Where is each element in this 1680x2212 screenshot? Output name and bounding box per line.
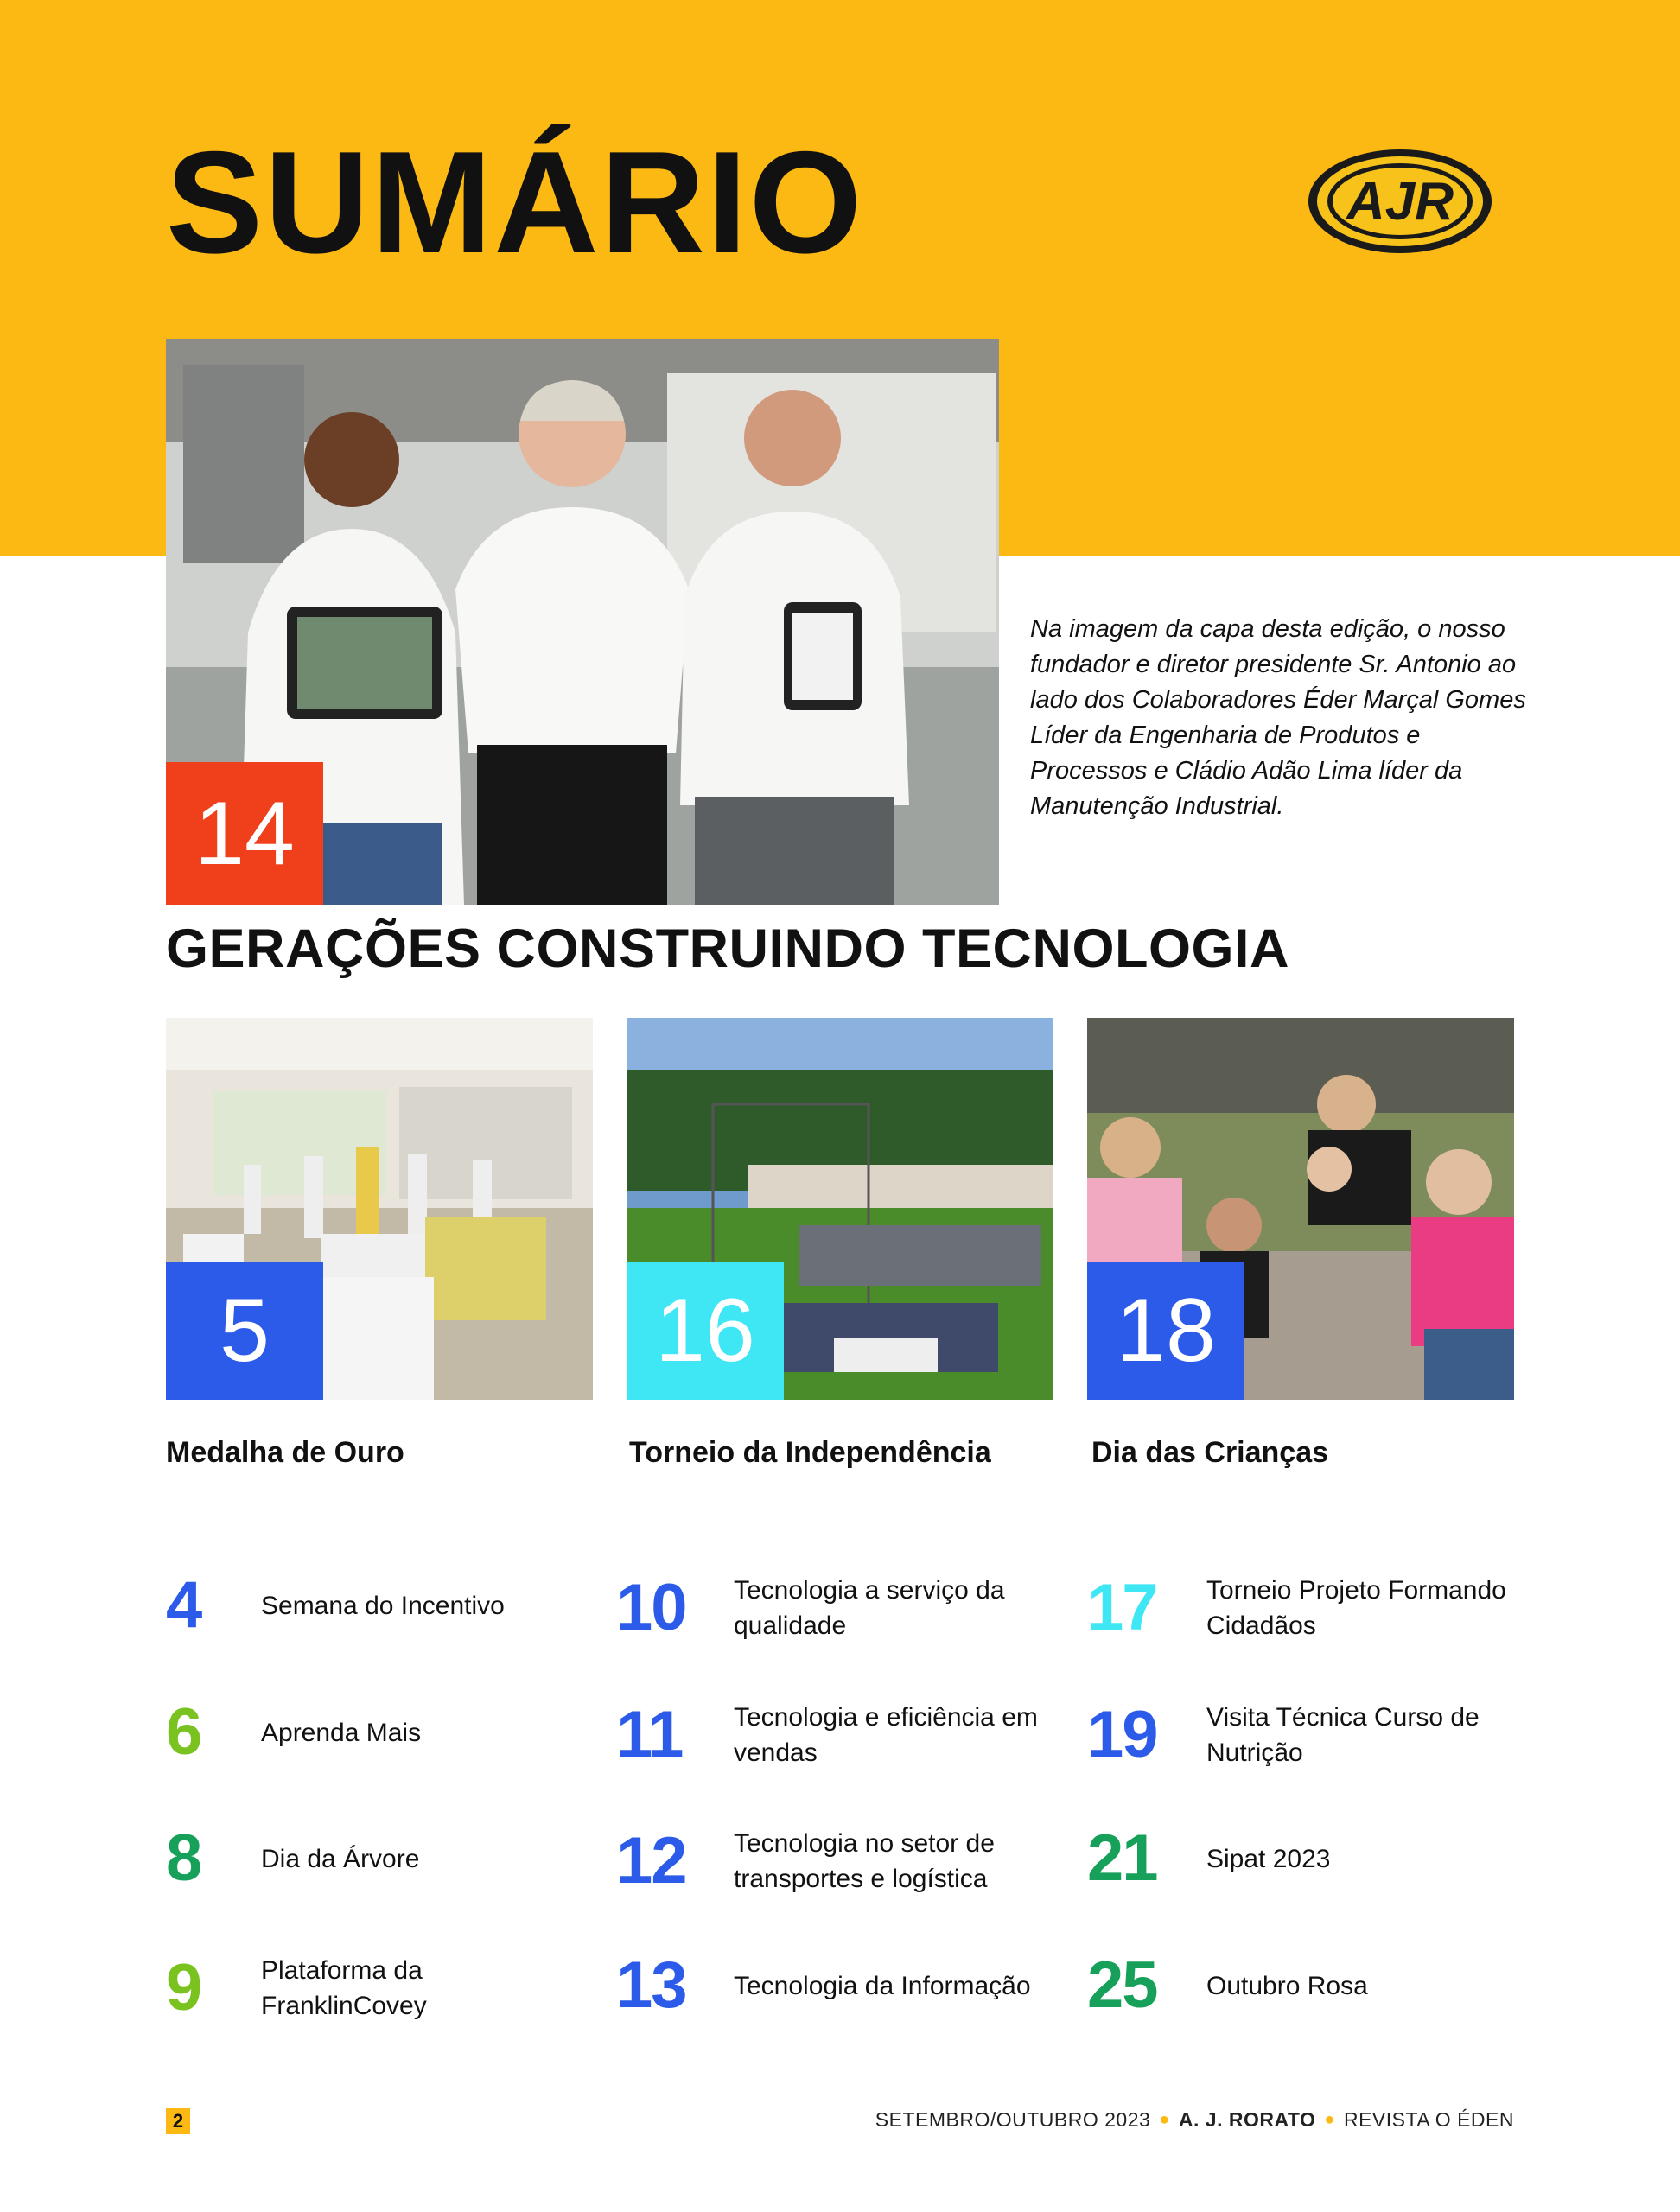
feature-photo-criancas [1087, 1018, 1514, 1400]
bullet-icon: ● [1159, 2110, 1170, 2129]
svg-text:AJR: AJR [1346, 172, 1454, 232]
page-number: 2 [166, 2108, 190, 2134]
toc-item[interactable] [1087, 1821, 1509, 1895]
footer-issue: SETEMBRO/OUTUBRO 2023 [875, 2108, 1151, 2131]
toc-number: 10 [616, 1571, 686, 1644]
toc-item[interactable] [616, 1826, 1062, 1897]
toc-number: 19 [1087, 1698, 1157, 1771]
page-title: SUMÁRIO [166, 121, 864, 283]
toc-number: 13 [616, 1948, 686, 2022]
toc-item[interactable] [1087, 1700, 1509, 1770]
toc-number: 12 [616, 1824, 686, 1897]
toc-number: 17 [1087, 1571, 1157, 1644]
toc-label: Aprenda Mais [261, 1718, 422, 1747]
toc-label: Plataforma da FranklinCovey [261, 1956, 427, 2020]
toc-label: Sipat 2023 [1206, 1844, 1331, 1873]
toc-item[interactable] [1087, 1948, 1509, 2022]
toc-number: 4 [166, 1568, 201, 1642]
feature-title-medalha: Medalha de Ouro [166, 1436, 404, 1469]
cover-photo [166, 339, 999, 905]
feature-title-criancas: Dia das Crianças [1091, 1436, 1329, 1469]
toc-number: 25 [1087, 1948, 1157, 2022]
toc-label: Tecnologia e eficiência em vendas [734, 1703, 1038, 1767]
toc-item[interactable] [616, 1948, 1088, 2022]
footer-company: A. J. RORATO [1178, 2108, 1316, 2131]
toc-label: Semana do Incentivo [261, 1591, 505, 1620]
page-badge-18: 18 [1087, 1262, 1244, 1400]
feature-title-torneio: Torneio da Independência [629, 1436, 991, 1469]
page-badge-5: 5 [166, 1262, 323, 1400]
toc-item[interactable] [616, 1700, 1062, 1770]
page-badge-16: 16 [627, 1262, 784, 1400]
toc-number: 11 [616, 1698, 683, 1771]
toc-item[interactable] [166, 1695, 555, 1769]
toc-number: 6 [166, 1695, 201, 1769]
cover-caption: Na imagem da capa desta edição, o nosso fundador e diretor presidente Sr. Antonio ao lado dos Colaboradores Éder Marçal Gomes Líder da Engenharia de Produtos e Processos e Cládio Adão Lima líder da Manutenção Industrial. [1030, 615, 1526, 820]
toc-label: Tecnologia da Informação [734, 1971, 1031, 2000]
toc-item[interactable] [166, 1821, 555, 1895]
toc-label: Tecnologia no setor de transportes e logística [734, 1829, 995, 1893]
footer-magazine: REVISTA O ÉDEN [1343, 2108, 1514, 2131]
page-badge-14: 14 [166, 762, 323, 905]
footer [875, 2108, 1514, 2132]
company-logo [1305, 145, 1495, 257]
feature-photo-torneio [627, 1018, 1053, 1400]
toc-number: 9 [166, 1951, 201, 2024]
bullet-icon: ● [1324, 2110, 1335, 2129]
toc-item[interactable] [1087, 1573, 1509, 1643]
toc-number: 8 [166, 1821, 201, 1895]
main-headline: GERAÇÕES CONSTRUINDO TECNOLOGIA [166, 918, 1290, 979]
toc-label: Tecnologia a serviço da qualidade [734, 1576, 1005, 1640]
feature-photo-medalha [166, 1018, 593, 1400]
toc-item[interactable] [616, 1573, 1062, 1643]
toc-label: Dia da Árvore [261, 1844, 420, 1873]
toc-item[interactable] [166, 1953, 460, 2024]
toc-label: Visita Técnica Curso de Nutrição [1206, 1703, 1480, 1767]
toc-item[interactable] [166, 1568, 555, 1642]
toc-label: Outubro Rosa [1206, 1971, 1368, 2000]
toc-label: Torneio Projeto Formando Cidadãos [1206, 1576, 1506, 1640]
toc-number: 21 [1087, 1821, 1157, 1895]
